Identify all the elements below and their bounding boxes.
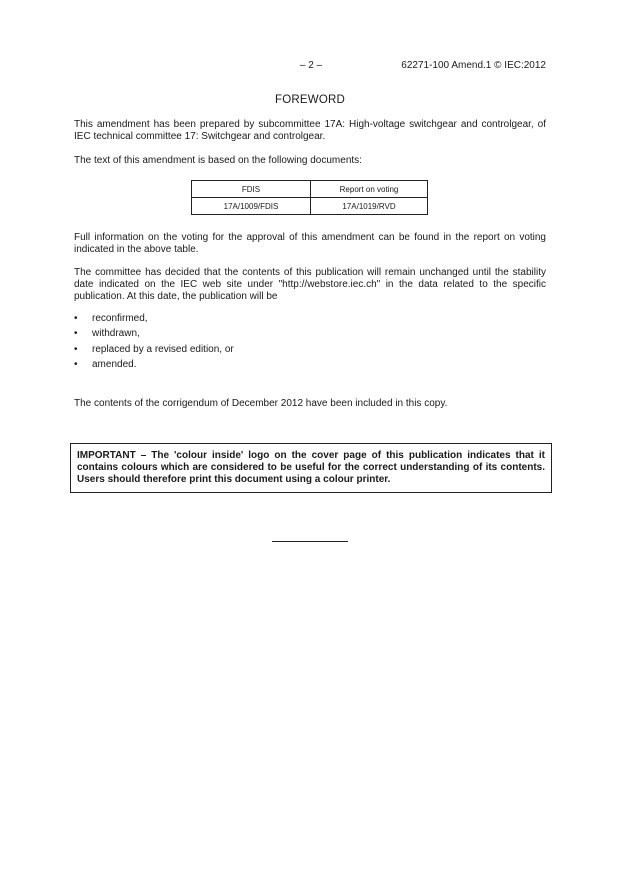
page-number: – 2 –	[299, 60, 323, 71]
table-row	[192, 198, 428, 215]
list-item	[74, 357, 234, 372]
end-divider	[272, 541, 348, 542]
paragraph-stability-date: The committee has decided that the contents of this publication will remain unchanged until the stability date indicated on the IEC web site under "http://webstore.iec.ch" in the data related to the specific publication. At this date, the publication will be	[74, 267, 546, 302]
table-cell-fdis: 17A/1009/FDIS	[192, 198, 311, 215]
paragraph-corrigendum: The contents of the corrigendum of December 2012 have been included in this copy.	[74, 398, 448, 409]
document-reference: 62271-100 Amend.1 © IEC:2012	[401, 60, 546, 71]
page-title: FOREWORD	[275, 94, 345, 106]
list-item	[74, 342, 234, 357]
list-item-text: withdrawn,	[92, 328, 140, 340]
table-cell-rvd: 17A/1019/RVD	[311, 198, 428, 215]
list-item-text: replaced by a revised edition, or	[92, 343, 234, 355]
list-item	[74, 326, 234, 341]
table-header-fdis: FDIS	[192, 181, 311, 198]
publication-options-list	[74, 311, 234, 372]
bullet-icon: •	[74, 343, 78, 355]
documents-table	[191, 180, 428, 215]
paragraph-voting-info: Full information on the voting for the approval of this amendment can be found in the report on voting indicated in the above table.	[74, 232, 546, 255]
list-item-text: reconfirmed,	[92, 313, 148, 324]
table-header-row	[192, 181, 428, 198]
paragraph-preparation: This amendment has been prepared by subcommittee 17A: High-voltage switchgear and controlgear, of IEC technical committee 17: Switchgear and controlgear.	[74, 119, 546, 142]
bullet-icon: •	[74, 358, 78, 370]
page-header	[0, 60, 620, 74]
paragraph-documents-intro: The text of this amendment is based on the following documents:	[74, 155, 362, 166]
list-item-text: amended.	[92, 358, 137, 370]
table-header-report: Report on voting	[311, 181, 428, 198]
bullet-icon: •	[74, 328, 78, 340]
list-item	[74, 311, 234, 326]
bullet-icon: •	[74, 313, 78, 324]
important-notice-box: IMPORTANT – The 'colour inside' logo on the cover page of this publication indicates that it contains colours which are considered to be useful for the correct understanding of its contents. Users should therefore print this document using a colour printer.	[70, 443, 552, 493]
